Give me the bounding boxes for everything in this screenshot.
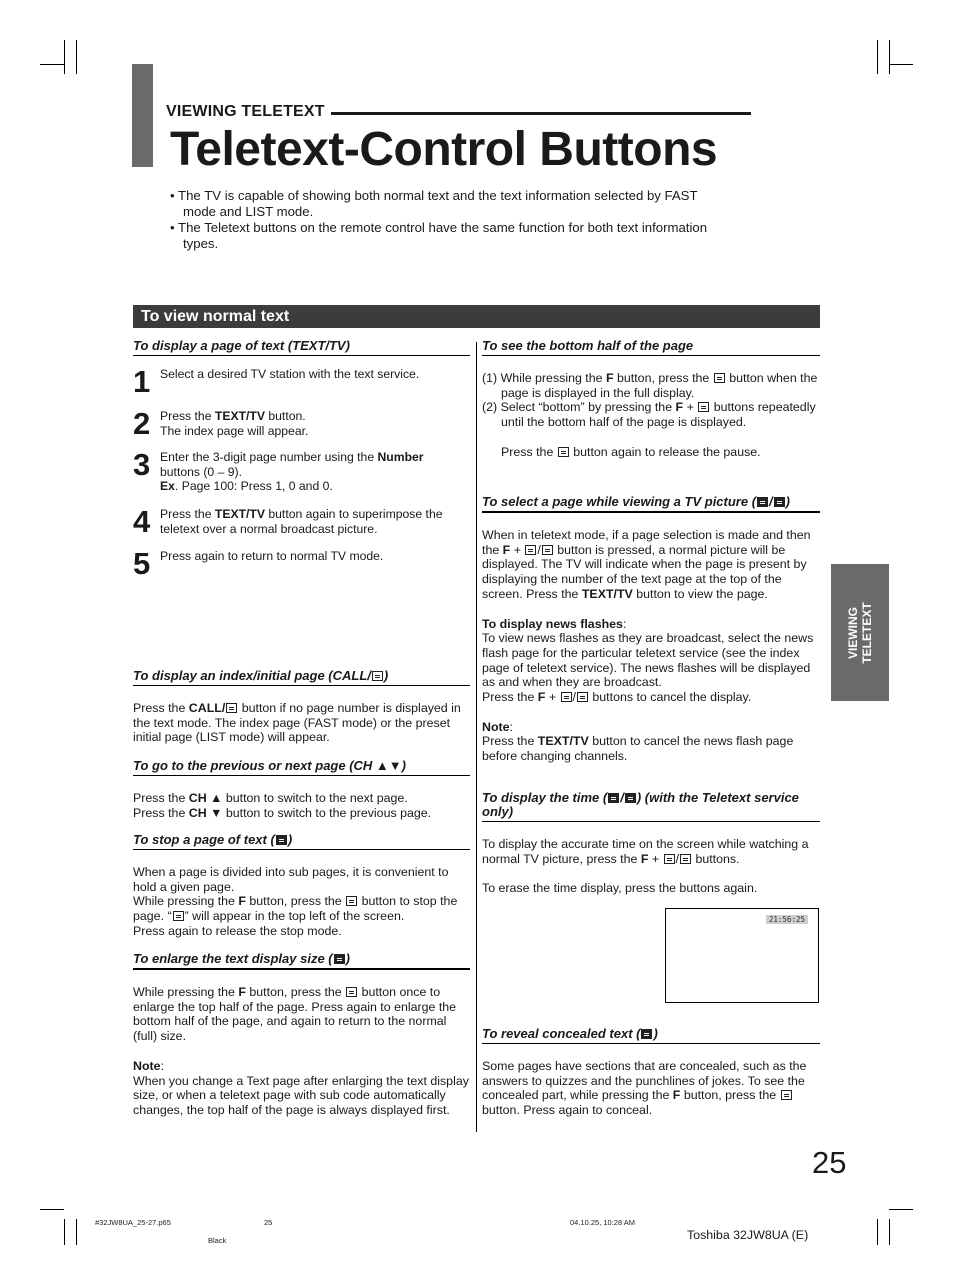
list-item: (1) While pressing the F button, press the button when the page is displayed in the full display. bbox=[482, 371, 818, 400]
step-number: 3 bbox=[133, 447, 151, 482]
reveal-icon bbox=[781, 1090, 792, 1100]
crop-mark bbox=[64, 40, 65, 74]
paragraph: Press the CALL/ button if no page number is displayed in the text mode. The index page (FAST mode) or the preset initial page (LIST mode) will appear. bbox=[133, 701, 461, 745]
paragraph: To display the accurate time on the screen while watching a normal TV picture, press the F + / buttons. bbox=[482, 837, 809, 866]
step-text: Enter the 3-digit page number using the Number buttons (0 – 9). Ex. Page 100: Press 1, 0 and 0. bbox=[160, 450, 424, 494]
mix-icon bbox=[542, 545, 553, 555]
page-title: Teletext-Control Buttons bbox=[170, 123, 718, 176]
paragraph: When a page is divided into sub pages, it is convenient to hold a given page. While pressing the F button, press the button to stop the page. “ ” will appear in the top left of the screen. Press again to release the stop mode. bbox=[133, 865, 458, 938]
subheading: To go to the previous or next page (CH ▲▼) bbox=[133, 758, 470, 776]
subheading: To enlarge the text display size ( ) bbox=[133, 951, 470, 970]
mix-icon bbox=[577, 692, 588, 702]
mix-icon bbox=[774, 497, 785, 507]
list-item: (2) Select “bottom” by pressing the F + buttons repeatedly until the bottom half of the page is displayed. bbox=[482, 400, 816, 430]
intro-bullet: • The Teletext buttons on the remote control have the same function for both text information types. bbox=[170, 220, 708, 251]
paragraph: When in teletext mode, if a page selection is made and then the F + / button is pressed, a normal picture will be displayed. The TV will indicate when the page is present by displaying the number of the text page at the top of the screen. Press the TEXT/TV button to view the page. bbox=[482, 528, 811, 601]
size-icon bbox=[334, 954, 345, 964]
intro-bullet: • The TV is capable of showing both normal text and the text information selected by FAST mode and LIST mode. bbox=[170, 188, 698, 219]
step-text: Press the TEXT/TV button again to superimpose the teletext over a normal broadcast picture. bbox=[160, 507, 443, 536]
time-icon bbox=[680, 854, 691, 864]
title-accent-block bbox=[132, 64, 153, 167]
crop-mark bbox=[889, 1209, 913, 1210]
subheading: To select a page while viewing a TV picture ( / ) bbox=[482, 494, 820, 513]
crop-mark bbox=[889, 1219, 890, 1245]
section-bar: To view normal text bbox=[133, 305, 820, 328]
numbered-list bbox=[482, 371, 820, 460]
paragraph: To display news flashes: To view news flashes as they are broadcast, select the news flash page for the particular teletext service (see the index page of teletext service). The news flashes will be displayed as and when they are broadcast. Press the F + / buttons to cancel the display. bbox=[482, 616, 814, 705]
column-divider bbox=[476, 342, 477, 1132]
display-page-section bbox=[133, 338, 470, 356]
subheading: To display a page of text (TEXT/TV) bbox=[133, 338, 470, 356]
crop-mark bbox=[76, 40, 77, 74]
paragraph: While pressing the F button, press the button once to enlarge the top half of the page. Press again to enlarge the bottom half of the page, and again to return to the normal (full) size. bbox=[133, 985, 457, 1044]
hold-icon bbox=[558, 447, 569, 457]
note: Note: When you change a Text page after enlarging the text display size, or when a teletext page with sub code automatically changes, the top half of the page is always displayed first. bbox=[133, 1058, 469, 1117]
reveal-icon bbox=[641, 1029, 652, 1039]
tv-screen-illustration bbox=[665, 908, 819, 1003]
crop-mark bbox=[877, 1219, 878, 1245]
time-section bbox=[482, 791, 820, 896]
step-text: Press again to return to normal TV mode. bbox=[160, 549, 384, 563]
index-page-section bbox=[133, 668, 470, 745]
footer-date: 04.10.25, 10:28 AM bbox=[570, 1218, 636, 1227]
list-item: Press the button again to release the pause. bbox=[501, 444, 761, 459]
footer-page: 25 bbox=[264, 1218, 273, 1227]
hold-icon bbox=[173, 911, 184, 921]
tv-icon bbox=[608, 793, 619, 803]
side-tab bbox=[831, 564, 889, 701]
section-label: VIEWING TELETEXT bbox=[166, 103, 325, 120]
tv-icon bbox=[664, 854, 675, 864]
size-icon bbox=[346, 987, 357, 997]
size-icon bbox=[698, 402, 709, 412]
prev-next-section bbox=[133, 758, 470, 820]
reveal-section bbox=[482, 1026, 820, 1118]
index-icon bbox=[226, 703, 237, 713]
paragraph: Press the CH ▲ button to switch to the next page. Press the CH ▼ button to switch to the previous page. bbox=[133, 791, 432, 820]
crop-mark bbox=[889, 40, 890, 74]
paragraph: Some pages have sections that are concealed, such as the answers to quizzes and the punchlines of jokes. To see the concealed part, while pressing the F button, press the button. Press again to conceal. bbox=[482, 1059, 807, 1118]
page-number: 25 bbox=[812, 1145, 847, 1180]
subheading: To display the time ( / ) (with the Teletext service only) bbox=[482, 791, 820, 822]
tv-icon bbox=[561, 692, 572, 702]
crop-mark bbox=[64, 1219, 65, 1245]
step-number: 1 bbox=[133, 364, 151, 399]
paragraph: To erase the time display, press the buttons again. bbox=[482, 881, 758, 896]
crop-mark bbox=[76, 1219, 77, 1245]
footer-file: #32JW8UA_25-27.p65 bbox=[95, 1218, 171, 1227]
subheading: To display an index/initial page (CALL/ ) bbox=[133, 668, 470, 686]
subheading: To reveal concealed text ( ) bbox=[482, 1026, 820, 1044]
time-icon bbox=[625, 793, 636, 803]
step-text: Select a desired TV station with the text service. bbox=[160, 367, 420, 381]
step-number: 5 bbox=[133, 546, 151, 581]
crop-mark bbox=[877, 40, 878, 74]
crop-mark bbox=[40, 1209, 64, 1210]
subheading: To see the bottom half of the page bbox=[482, 338, 820, 356]
step-number: 2 bbox=[133, 406, 151, 441]
stop-page-section bbox=[133, 832, 470, 939]
crop-mark bbox=[40, 64, 64, 65]
footer-color: Black bbox=[208, 1236, 227, 1245]
section-rule bbox=[331, 112, 751, 115]
hold-icon bbox=[714, 373, 725, 383]
note: Note: Press the TEXT/TV button to cancel the news flash page before changing channels. bbox=[482, 719, 794, 764]
footer-model: Toshiba 32JW8UA (E) bbox=[687, 1228, 809, 1242]
select-page-section bbox=[482, 494, 820, 764]
subheading: To stop a page of text ( ) bbox=[133, 832, 470, 850]
side-tab-label: VIEWING TELETEXT bbox=[846, 601, 874, 664]
tv-icon bbox=[757, 497, 768, 507]
bottom-half-section bbox=[482, 338, 820, 460]
clock-display: 21:56:25 bbox=[766, 915, 808, 924]
intro-bullets bbox=[170, 188, 730, 252]
hold-icon bbox=[346, 896, 357, 906]
step-number: 4 bbox=[133, 504, 151, 539]
index-icon bbox=[372, 671, 383, 681]
enlarge-section bbox=[133, 951, 470, 1118]
step-text: Press the TEXT/TV button. The index page will appear. bbox=[160, 409, 309, 438]
tv-icon bbox=[525, 545, 536, 555]
hold-icon bbox=[276, 835, 287, 845]
crop-mark bbox=[889, 64, 913, 65]
